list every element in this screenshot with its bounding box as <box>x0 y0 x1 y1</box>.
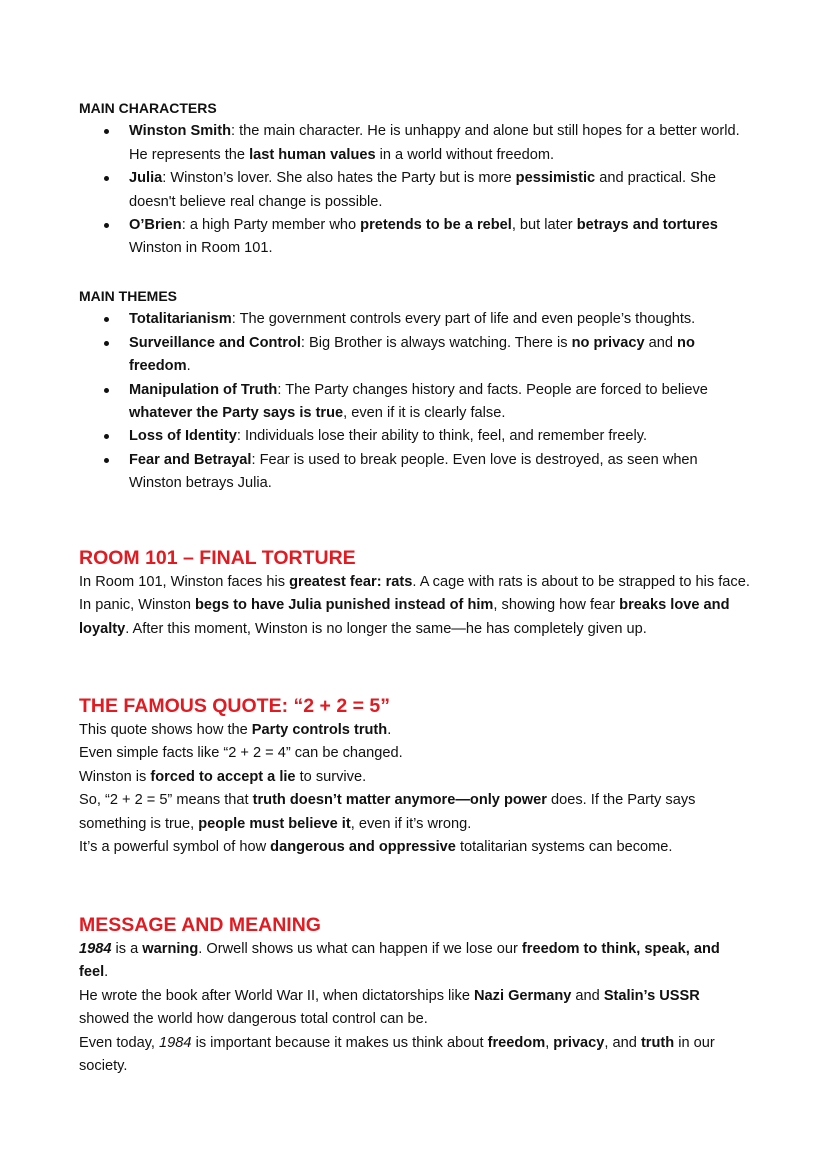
message-line: 1984 is a warning. Orwell shows us what can happen if we lose our freedom to think, speak, and feel. <box>79 941 720 981</box>
list-item: Surveillance and Control: Big Brother is always watching. There is no privacy and no freedom. <box>79 332 751 379</box>
message-heading: MESSAGE AND MEANING <box>79 914 321 936</box>
list-item: Winston Smith: the main character. He is unhappy and alone but still hopes for a better world. He represents the last human values in a world without freedom. <box>79 120 751 167</box>
bullet-icon <box>104 341 109 346</box>
quote-line: Even simple facts like “2 + 2 = 4” can be changed. <box>79 745 403 762</box>
bullet-icon <box>104 458 109 463</box>
message-line: He wrote the book after World War II, when dictatorships like Nazi Germany and Stalin’s USSR showed the world how dangerous total control can be. <box>79 987 700 1028</box>
quote-line: So, “2 + 2 = 5” means that truth doesn’t matter anymore—only power does. If the Party says something is true, people must believe it, even if it’s wrong. <box>79 792 696 832</box>
room101-section <box>79 545 751 641</box>
room101-heading: ROOM 101 – FINAL TORTURE <box>79 547 356 569</box>
bullet-icon <box>104 176 109 181</box>
quote-line: Winston is forced to accept a lie to survive. <box>79 768 367 785</box>
list-item: Loss of Identity: Individuals lose their ability to think, feel, and remember freely. <box>79 425 751 448</box>
characters-section <box>79 97 751 261</box>
room101-paragraph: In Room 101, Winston faces his greatest fear: rats. A cage with rats is about to be strapped to his face. In panic, Winston begs to have Julia punished instead of him, showing how fear breaks love and loyalty. After this moment, Winston is no longer the same—he has completely given up. <box>79 574 750 637</box>
bullet-icon <box>104 317 109 322</box>
message-line: Even today, 1984 is important because it makes us think about freedom, privacy, and truth in our society. <box>79 1034 715 1075</box>
bullet-icon <box>104 388 109 393</box>
quote-line: It’s a powerful symbol of how dangerous and oppressive totalitarian systems can become. <box>79 839 673 856</box>
list-item: Julia: Winston’s lover. She also hates the Party but is more pessimistic and practical. She doesn't believe real change is possible. <box>79 167 751 214</box>
bullet-icon <box>104 223 109 228</box>
bullet-icon <box>104 434 109 439</box>
bullet-icon <box>104 129 109 134</box>
themes-list <box>79 308 751 495</box>
list-item: O’Brien: a high Party member who pretends to be a rebel, but later betrays and tortures Winston in Room 101. <box>79 214 751 261</box>
characters-heading: MAIN CHARACTERS <box>79 100 217 116</box>
themes-heading: MAIN THEMES <box>79 288 177 304</box>
themes-section <box>79 285 751 496</box>
quote-section <box>79 693 751 859</box>
quote-heading: THE FAMOUS QUOTE: “2 + 2 = 5” <box>79 695 390 717</box>
characters-list <box>79 120 751 260</box>
list-item: Manipulation of Truth: The Party changes history and facts. People are forced to believe whatever the Party says is true, even if it is clearly false. <box>79 379 751 426</box>
list-item: Totalitarianism: The government controls every part of life and even people’s thoughts. <box>79 308 751 331</box>
list-item: Fear and Betrayal: Fear is used to break people. Even love is destroyed, as seen when Winston betrays Julia. <box>79 449 751 496</box>
quote-line: This quote shows how the Party controls truth. <box>79 722 392 738</box>
message-section <box>79 912 751 1078</box>
